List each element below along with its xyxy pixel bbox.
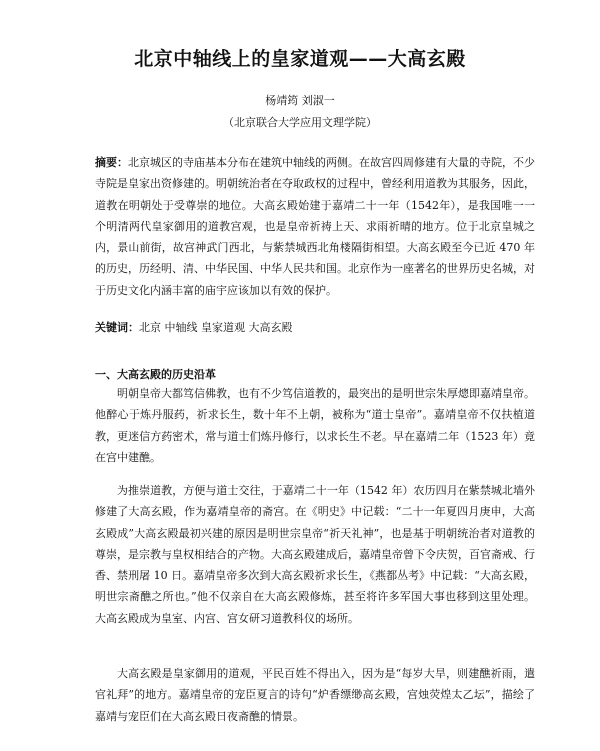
keywords bbox=[95, 317, 535, 338]
keywords-label: 关键词： bbox=[95, 321, 139, 334]
section-heading bbox=[95, 366, 216, 382]
paper-affiliation: （北京联合大学应用文理学院） bbox=[223, 116, 377, 129]
abstract-text: 北京城区的寺庙基本分布在建筑中轴线的两侧。在故宫四周修建有大量的寺院，不少寺院是皇家出资修建的。明朝统治者在夺取政权的过程中，曾经利用道教为其服务，因此，道教在明朝处于受尊崇的地位。大高玄殿始建于嘉靖二十一年（1542年），是我国唯一一个明清两代皇家御用的道教宫观，也是皇帝祈祷上天、求雨祈晴的地方。位于北京皇城之内，景山前街，故宫神武门西北，与紫禁城西北角楼隔街相望。大高玄殿至今已近 470 年的历史，历经明、清、中华民国、中华人民共和国。北京作为一座著名的世界历史名城，对于历史文化内涵丰富的庙宇应该加以有效的保护。 bbox=[95, 156, 535, 297]
paragraph-1: 明朝皇帝大都笃信佛教，也有不少笃信道教的，最突出的是明世宗朱厚熜即嘉靖皇帝。他醉心于炼丹服药，祈求长生，数十年不上朝，被称为“道士皇帝”。嘉靖皇帝不仅扶植道教，更迷信方药密术，常与道士们炼丹修行，以求长生不老。早在嘉靖二年（1523 年）竟在宫中建醮。 bbox=[95, 387, 535, 464]
paragraph-2: 为推崇道教，方便与道士交往，于嘉靖二十一年（1542 年）农历四月在紫禁城北墙外修建了大高玄殿，作为嘉靖皇帝的斋宫。在《明史》中记载：“二十一年夏四月庚申，大高玄殿成”大高玄殿最初兴建的原因是明世宗皇帝“祈天礼神”，也是基于明朝统治者对道教的尊崇，是宗教与皇权相结合的产物。大高玄殿建成后，嘉靖皇帝曾下令庆贺，百官斋戒、行香、禁刑屠 10 日。嘉靖皇帝多次到大高玄殿祈求长生，《燕都丛考》中记载：“大高玄殿，明世宗斋醮之所也。”他不仅亲自在大高玄殿修炼，甚至将许多军国大事也移到这里处理。大高玄殿成为皇室、内宫、宫女研习道教科仪的场所。 bbox=[95, 484, 535, 625]
abstract bbox=[95, 152, 535, 301]
section-title: 一、大高玄殿的历史沿革 bbox=[95, 368, 216, 381]
paragraph-3: 大高玄殿是皇家御用的道观，平民百姓不得出入，因为是“每岁大旱，则建醮祈雨，遣官礼拜”的地方。嘉靖皇帝的宠臣夏言的诗句“炉香缥缈高玄殿，宫烛荧煌太乙坛”，描绘了嘉靖与宠臣们在大高玄殿日夜斋醮的情景。 bbox=[95, 667, 535, 723]
abstract-label: 摘要： bbox=[95, 156, 128, 169]
paper-title: 北京中轴线上的皇家道观——大高玄殿 bbox=[134, 48, 466, 70]
paper-authors: 杨靖筠 刘淑一 bbox=[265, 94, 335, 107]
keywords-text: 北京 中轴线 皇家道观 大高玄殿 bbox=[139, 321, 293, 334]
